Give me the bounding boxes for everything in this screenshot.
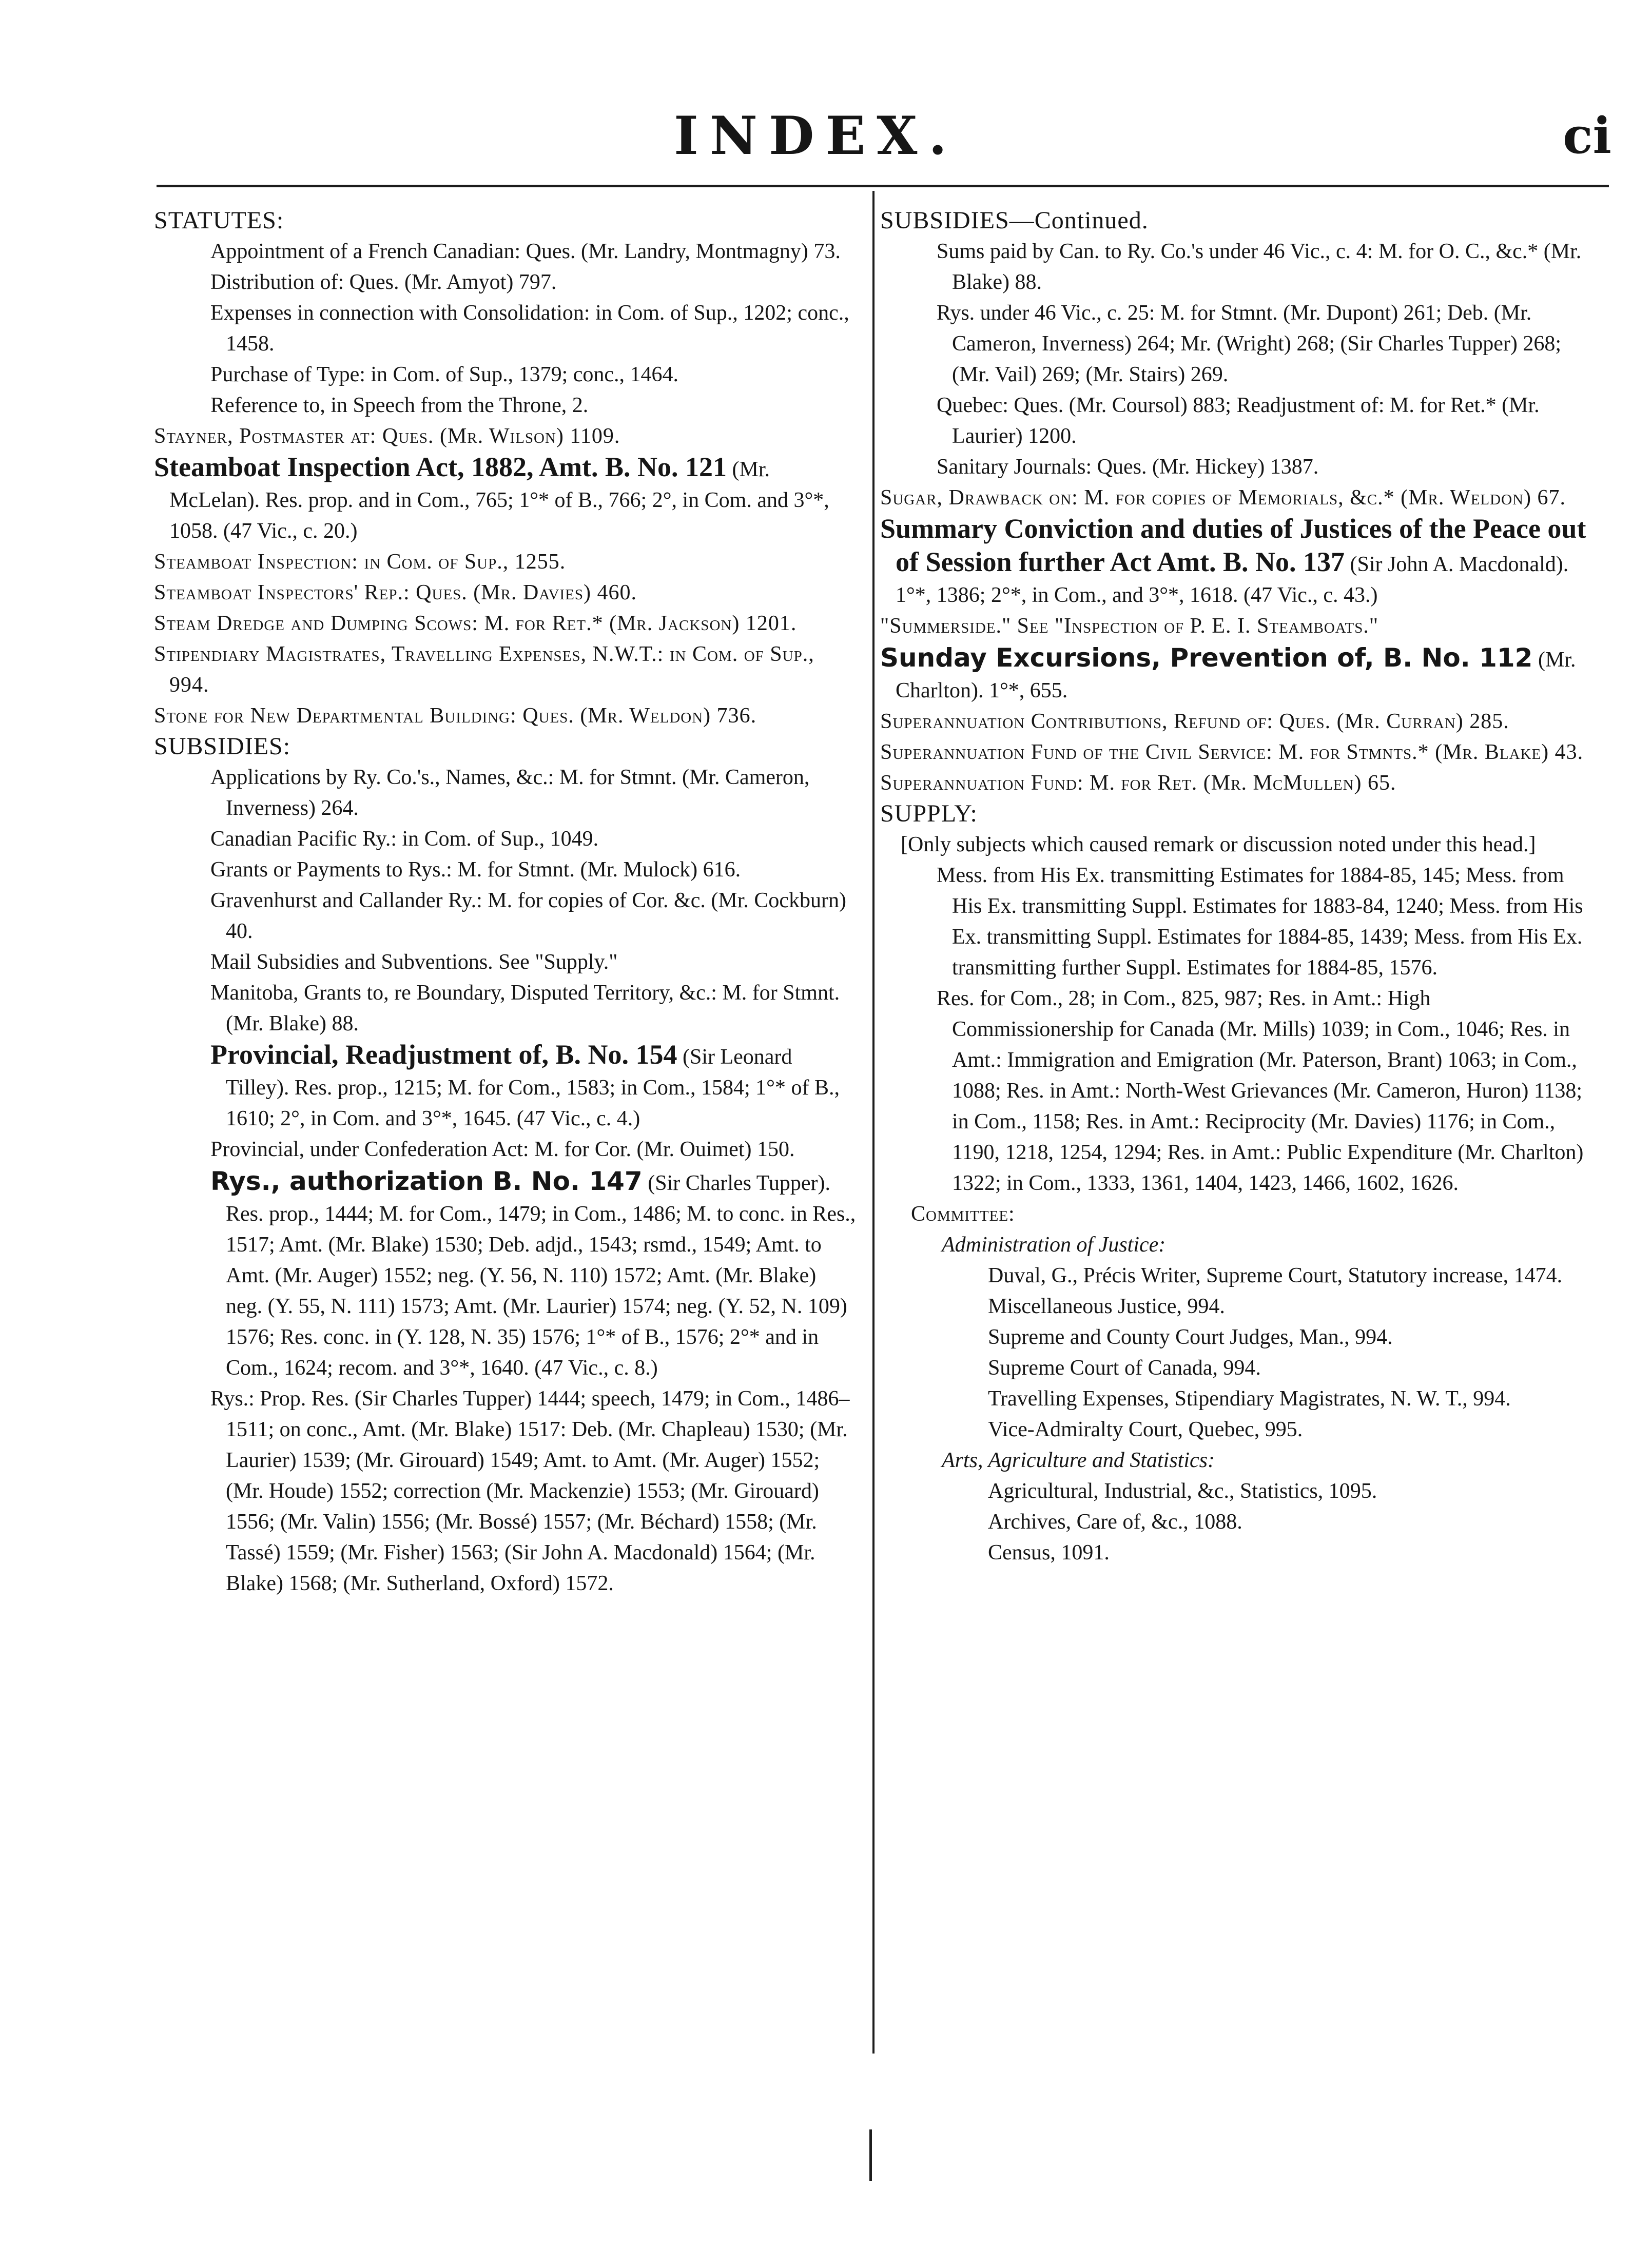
- bill-entry: [154, 452, 857, 546]
- admin-justice-heading: Administration of Justice:: [942, 1233, 1166, 1257]
- list-item: Supreme Court of Canada, 994.: [988, 1356, 1261, 1380]
- column-divider-stub: [869, 2129, 872, 2181]
- bill-title: Summary Conviction and duties of Justices of the Peace out of Session further Act Amt. B. No. 137: [880, 513, 1586, 577]
- committee-heading: Committee:: [911, 1202, 1015, 1226]
- bill-details: (Mr. McLelan). Res. prop. and in Com., 765; 1°* of B., 766; 2°, in Com. and 3°*, 1058. (47 Vic., c. 20.): [169, 458, 829, 543]
- index-entry: Stone for New Departmental Building: Ques. (Mr. Weldon) 736.: [154, 704, 757, 728]
- index-entry: "Summerside." See "Inspection of P. E. I. Steamboats.": [880, 614, 1379, 638]
- list-item: Miscellaneous Justice, 994.: [988, 1295, 1225, 1318]
- index-entry: Stipendiary Magistrates, Travelling Expenses, N.W.T.: in Com. of Sup., 994.: [154, 642, 814, 697]
- list-item: Res. for Com., 28; in Com., 825, 987; Res. in Amt.: High Commissionership for Canada (Mr. Mills) 1039; in Com., 1046; Res. in Amt.: Immigration and Emigration (Mr. Paterson, Brant) 1063; in Com., 1088; Res. in Amt.: North-West Grievances (Mr. Cameron, Huron) 1138; in Com., 1158; Res. in Amt.: Reciprocity (Mr. Davies) 1176; in Com., 1190, 1218, 1254, 1294; Res. in Amt.: Public Expenditure (Mr. Charlton) 1322; in Com., 1333, 1361, 1404, 1423, 1466, 1602, 1626.: [937, 987, 1584, 1195]
- bill-entry: [880, 641, 1594, 706]
- bill-entry: [210, 1039, 857, 1134]
- list-item: Expenses in connection with Consolidation: in Com. of Sup., 1202; conc., 1458.: [210, 301, 849, 356]
- right-column: [880, 205, 1594, 1568]
- list-item: Gravenhurst and Callander Ry.: M. for copies of Cor. &c. (Mr. Cockburn) 40.: [210, 889, 846, 943]
- list-item: Grants or Payments to Rys.: M. for Stmnt. (Mr. Mulock) 616.: [210, 858, 741, 882]
- bill-entry: [210, 1165, 857, 1383]
- list-item: Vice-Admiralty Court, Quebec, 995.: [988, 1418, 1303, 1441]
- index-entry: Superannuation Fund of the Civil Service: M. for Stmnts.* (Mr. Blake) 43.: [880, 740, 1584, 764]
- list-item: Reference to, in Speech from the Throne, 2.: [210, 394, 589, 417]
- page-number: ci: [1563, 107, 1611, 165]
- list-item: Travelling Expenses, Stipendiary Magistrates, N. W. T., 994.: [988, 1387, 1511, 1411]
- bill-details: (Sir Charles Tupper). Res. prop., 1444; M. for Com., 1479; in Com., 1486; M. to conc. in Res., 1517; Amt. (Mr. Blake) 1530; Deb. adjd., 1543; rsmd., 1549; Amt. to Amt. (Mr. Auger) 1552; neg. (Y. 56, N. 110) 1572; Amt. (Mr. Blake) neg. (Y. 55, N. 111) 1573; Amt. (Mr. Laurier) 1574; neg. (Y. 52, N. 109) 1576; Res. conc. in (Y. 128, N. 35) 1576; 1°* of B., 1576; 2°* and in Com., 1624; recom. and 3°*, 1640. (47 Vic., c. 8.): [226, 1171, 856, 1380]
- subsidies-heading: SUBSIDIES:: [154, 733, 291, 760]
- bill-details: (Sir Leonard Tilley). Res. prop., 1215; M. for Com., 1583; in Com., 1584; 1°* of B., 1610; 2°, in Com. and 3°*, 1645. (47 Vic., c. 4.): [226, 1045, 840, 1130]
- statutes-heading: STATUTES:: [154, 207, 284, 234]
- header-rule: [157, 185, 1609, 187]
- list-item: Manitoba, Grants to, re Boundary, Disputed Territory, &c.: M. for Stmnt. (Mr. Blake) 88.: [210, 981, 840, 1035]
- list-item: Mail Subsidies and Subventions. See "Supply.": [210, 950, 618, 974]
- bill-details: (Mr. Charlton). 1°*, 655.: [896, 648, 1576, 702]
- index-entry: Superannuation Contributions, Refund of: Ques. (Mr. Curran) 285.: [880, 710, 1509, 733]
- list-item: Census, 1091.: [988, 1541, 1110, 1565]
- list-item: Appointment of a French Canadian: Ques. (Mr. Landry, Montmagny) 73.: [210, 240, 841, 263]
- list-item: Agricultural, Industrial, &c., Statistics, 1095.: [988, 1479, 1377, 1503]
- index-entry: Steam Dredge and Dumping Scows: M. for Ret.* (Mr. Jackson) 1201.: [154, 612, 797, 635]
- list-item: Purchase of Type: in Com. of Sup., 1379; conc., 1464.: [210, 363, 679, 386]
- list-item: Duval, G., Précis Writer, Supreme Court, Statutory increase, 1474.: [988, 1264, 1563, 1287]
- list-item: Rys.: Prop. Res. (Sir Charles Tupper) 1444; speech, 1479; in Com., 1486–1511; on conc., Amt. (Mr. Blake) 1517: Deb. (Mr. Chapleau) 1530; (Mr. Laurier) 1539; (Mr. Girouard) 1549; Amt. to Amt. (Mr. Auger) 1552; (Mr. Houde) 1552; correction (Mr. Mackenzie) 1553; (Mr. Girouard) 1556; (Mr. Valin) 1556; (Mr. Bossé) 1557; (Mr. Béchard) 1558; (Mr. Tassé) 1559; (Mr. Fisher) 1563; (Sir John A. Macdonald) 1564; (Mr. Blake) 1568; (Mr. Sutherland, Oxford) 1572.: [210, 1387, 850, 1595]
- list-item: Archives, Care of, &c., 1088.: [988, 1510, 1242, 1534]
- list-item: Canadian Pacific Ry.: in Com. of Sup., 1049.: [210, 827, 599, 851]
- list-item: Sums paid by Can. to Ry. Co.'s under 46 Vic., c. 4: M. for O. C., &c.* (Mr. Blake) 88.: [937, 240, 1582, 294]
- bill-details: (Sir John A. Macdonald). 1°*, 1386; 2°*, in Com., and 3°*, 1618. (47 Vic., c. 43.): [896, 553, 1569, 607]
- list-item: Sanitary Journals: Ques. (Mr. Hickey) 1387.: [937, 455, 1319, 479]
- left-column: [154, 205, 857, 1599]
- column-divider: [872, 191, 875, 2054]
- index-entry: Stayner, Postmaster at: Ques. (Mr. Wilson) 1109.: [154, 424, 620, 448]
- bill-title: Sunday Excursions, Prevention of, B. No. 112: [880, 643, 1533, 673]
- arts-heading: Arts, Agriculture and Statistics:: [942, 1449, 1215, 1472]
- page-title: INDEX.: [674, 105, 958, 167]
- list-item: Distribution of: Ques. (Mr. Amyot) 797.: [210, 270, 557, 294]
- subsidies-continued-heading: SUBSIDIES—Continued.: [880, 207, 1149, 234]
- list-item: Quebec: Ques. (Mr. Coursol) 883; Readjustment of: M. for Ret.* (Mr. Laurier) 1200.: [937, 394, 1540, 448]
- index-entry: Steamboat Inspectors' Rep.: Ques. (Mr. Davies) 460.: [154, 581, 637, 604]
- list-item: Rys. under 46 Vic., c. 25: M. for Stmnt. (Mr. Dupont) 261; Deb. (Mr. Cameron, Inverness) 264; Mr. (Wright) 268; (Sir Charles Tupper) 268; (Mr. Vail) 269; (Mr. Stairs) 269.: [937, 301, 1561, 386]
- list-item: Mess. from His Ex. transmitting Estimates for 1884-85, 145; Mess. from His Ex. transmitting Suppl. Estimates for 1883-84, 1240; Mess. from His Ex. transmitting Suppl. Estimates for 1884-85, 1439; Mess. from His Ex. transmitting further Suppl. Estimates for 1884-85, 1576.: [937, 864, 1583, 980]
- bill-title: Steamboat Inspection Act, 1882, Amt. B. No. 121: [154, 452, 727, 482]
- index-entry: Superannuation Fund: M. for Ret. (Mr. McMullen) 65.: [880, 771, 1396, 795]
- list-item: Provincial, under Confederation Act: M. for Cor. (Mr. Ouimet) 150.: [210, 1138, 795, 1161]
- list-item: Supreme and County Court Judges, Man., 994.: [988, 1325, 1393, 1349]
- supply-heading: SUPPLY:: [880, 800, 978, 827]
- bill-entry: [880, 513, 1594, 611]
- index-entry: Sugar, Drawback on: M. for copies of Memorials, &c.* (Mr. Weldon) 67.: [880, 486, 1566, 510]
- index-entry: Steamboat Inspection: in Com. of Sup., 1255.: [154, 550, 566, 574]
- list-item: Applications by Ry. Co.'s., Names, &c.: M. for Stmnt. (Mr. Cameron, Inverness) 264.: [210, 766, 810, 820]
- bill-title: Rys., authorization B. No. 147: [210, 1166, 643, 1196]
- supply-note: [Only subjects which caused remark or discussion noted under this head.]: [901, 833, 1536, 856]
- bill-title: Provincial, Readjustment of, B. No. 154: [210, 1039, 677, 1070]
